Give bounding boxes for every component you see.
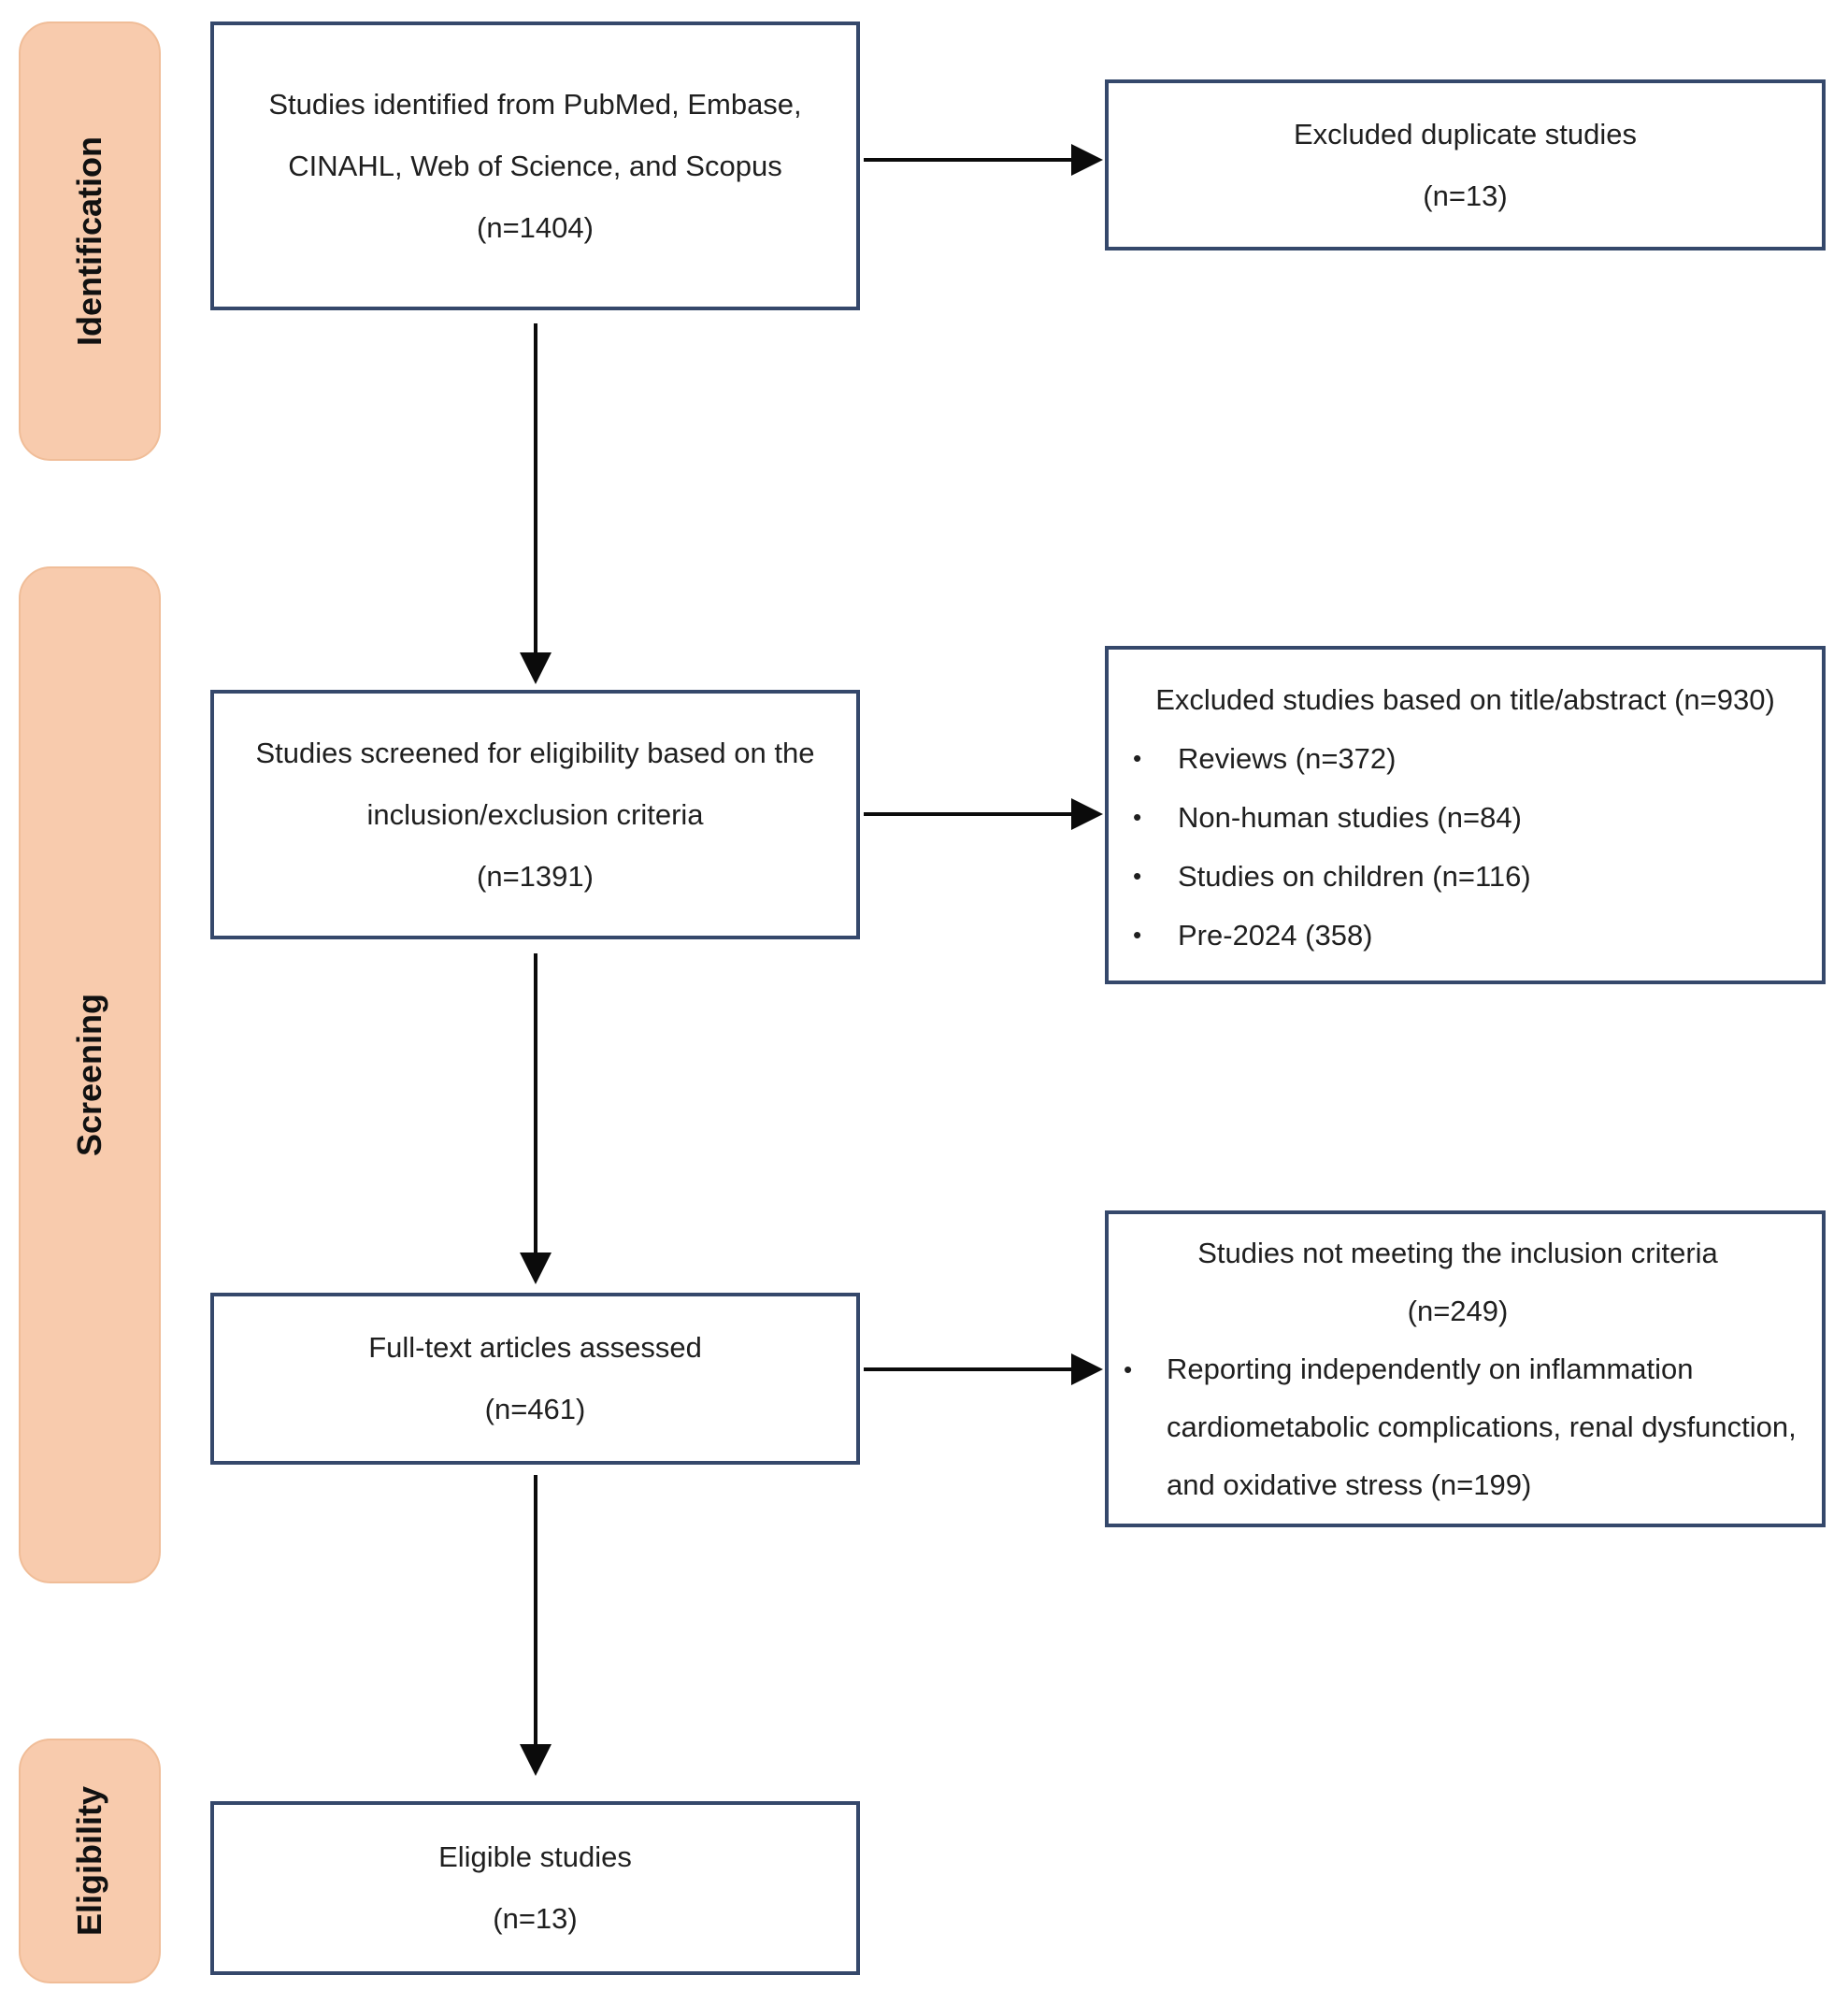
not-meeting-criteria-list bbox=[1109, 1340, 1807, 1514]
eligible-studies-count: (n=13) bbox=[493, 1902, 578, 1935]
not-meeting-criteria-count: (n=249) bbox=[1407, 1294, 1509, 1327]
arrow-screened-to-abstract-head-icon bbox=[1071, 798, 1103, 830]
excluded-duplicates-box bbox=[1105, 79, 1826, 250]
stage-eligibility-label: Eligibility bbox=[70, 1785, 109, 1937]
exclusion-reason-children: • Studies on children (n=116) bbox=[1109, 847, 1822, 906]
arrow-screened-to-abstract-line bbox=[864, 812, 1071, 816]
arrow-identified-to-duplicates-head-icon bbox=[1071, 144, 1103, 176]
exclusion-reason-pre-2024: • Pre-2024 (358) bbox=[1109, 906, 1822, 965]
arrow-identified-to-screened-line bbox=[534, 323, 537, 652]
arrow-fulltext-to-eligible-line bbox=[534, 1475, 537, 1744]
fulltext-assessed-line: Full-text articles assessed bbox=[368, 1331, 702, 1364]
fulltext-assessed-box bbox=[210, 1293, 860, 1465]
studies-identified-line-1: Studies identified from PubMed, Embase, bbox=[268, 87, 802, 121]
arrow-screened-to-fulltext-line bbox=[534, 953, 537, 1252]
exclusion-reason-independent-reporting: • Reporting independently on inflammation cardiometabolic complications, renal dysfunction, and oxidative stress (n=199) bbox=[1109, 1340, 1807, 1514]
excluded-duplicates-count: (n=13) bbox=[1423, 179, 1508, 212]
arrow-fulltext-to-criteria-head-icon bbox=[1071, 1353, 1103, 1385]
stage-screening bbox=[19, 566, 161, 1583]
not-meeting-criteria-title: Studies not meeting the inclusion criteria bbox=[1197, 1236, 1718, 1269]
excluded-title-abstract-list bbox=[1109, 729, 1822, 965]
exclusion-reason-non-human: • Non-human studies (n=84) bbox=[1109, 788, 1822, 847]
studies-screened-line-1: Studies screened for eligibility based on the bbox=[255, 736, 815, 769]
studies-screened-line-2: inclusion/exclusion criteria bbox=[366, 797, 704, 831]
studies-identified-box bbox=[210, 21, 860, 310]
studies-identified-line-2: CINAHL, Web of Science, and Scopus bbox=[288, 149, 782, 182]
stage-eligibility bbox=[19, 1739, 161, 1983]
arrow-identified-to-duplicates-line bbox=[864, 158, 1071, 162]
eligible-studies-line: Eligible studies bbox=[438, 1840, 632, 1873]
stage-identification-label: Identification bbox=[70, 136, 108, 346]
excluded-title-abstract-box bbox=[1105, 646, 1826, 984]
stage-screening-label: Screening bbox=[70, 993, 108, 1157]
exclusion-reason-reviews: • Reviews (n=372) bbox=[1109, 729, 1822, 788]
arrow-fulltext-to-criteria-line bbox=[864, 1367, 1071, 1371]
studies-screened-count: (n=1391) bbox=[477, 859, 594, 893]
excluded-title-abstract-title: Excluded studies based on title/abstract (n=930) bbox=[1155, 683, 1775, 716]
arrow-fulltext-to-eligible-head-icon bbox=[520, 1744, 552, 1776]
arrow-screened-to-fulltext-head-icon bbox=[520, 1252, 552, 1284]
excluded-duplicates-line: Excluded duplicate studies bbox=[1293, 117, 1638, 150]
arrow-identified-to-screened-head-icon bbox=[520, 652, 552, 684]
fulltext-assessed-count: (n=461) bbox=[484, 1393, 586, 1425]
eligible-studies-box bbox=[210, 1801, 860, 1975]
not-meeting-criteria-box bbox=[1105, 1210, 1826, 1527]
studies-screened-box bbox=[210, 690, 860, 939]
studies-identified-count: (n=1404) bbox=[477, 210, 594, 244]
stage-identification bbox=[19, 21, 161, 461]
